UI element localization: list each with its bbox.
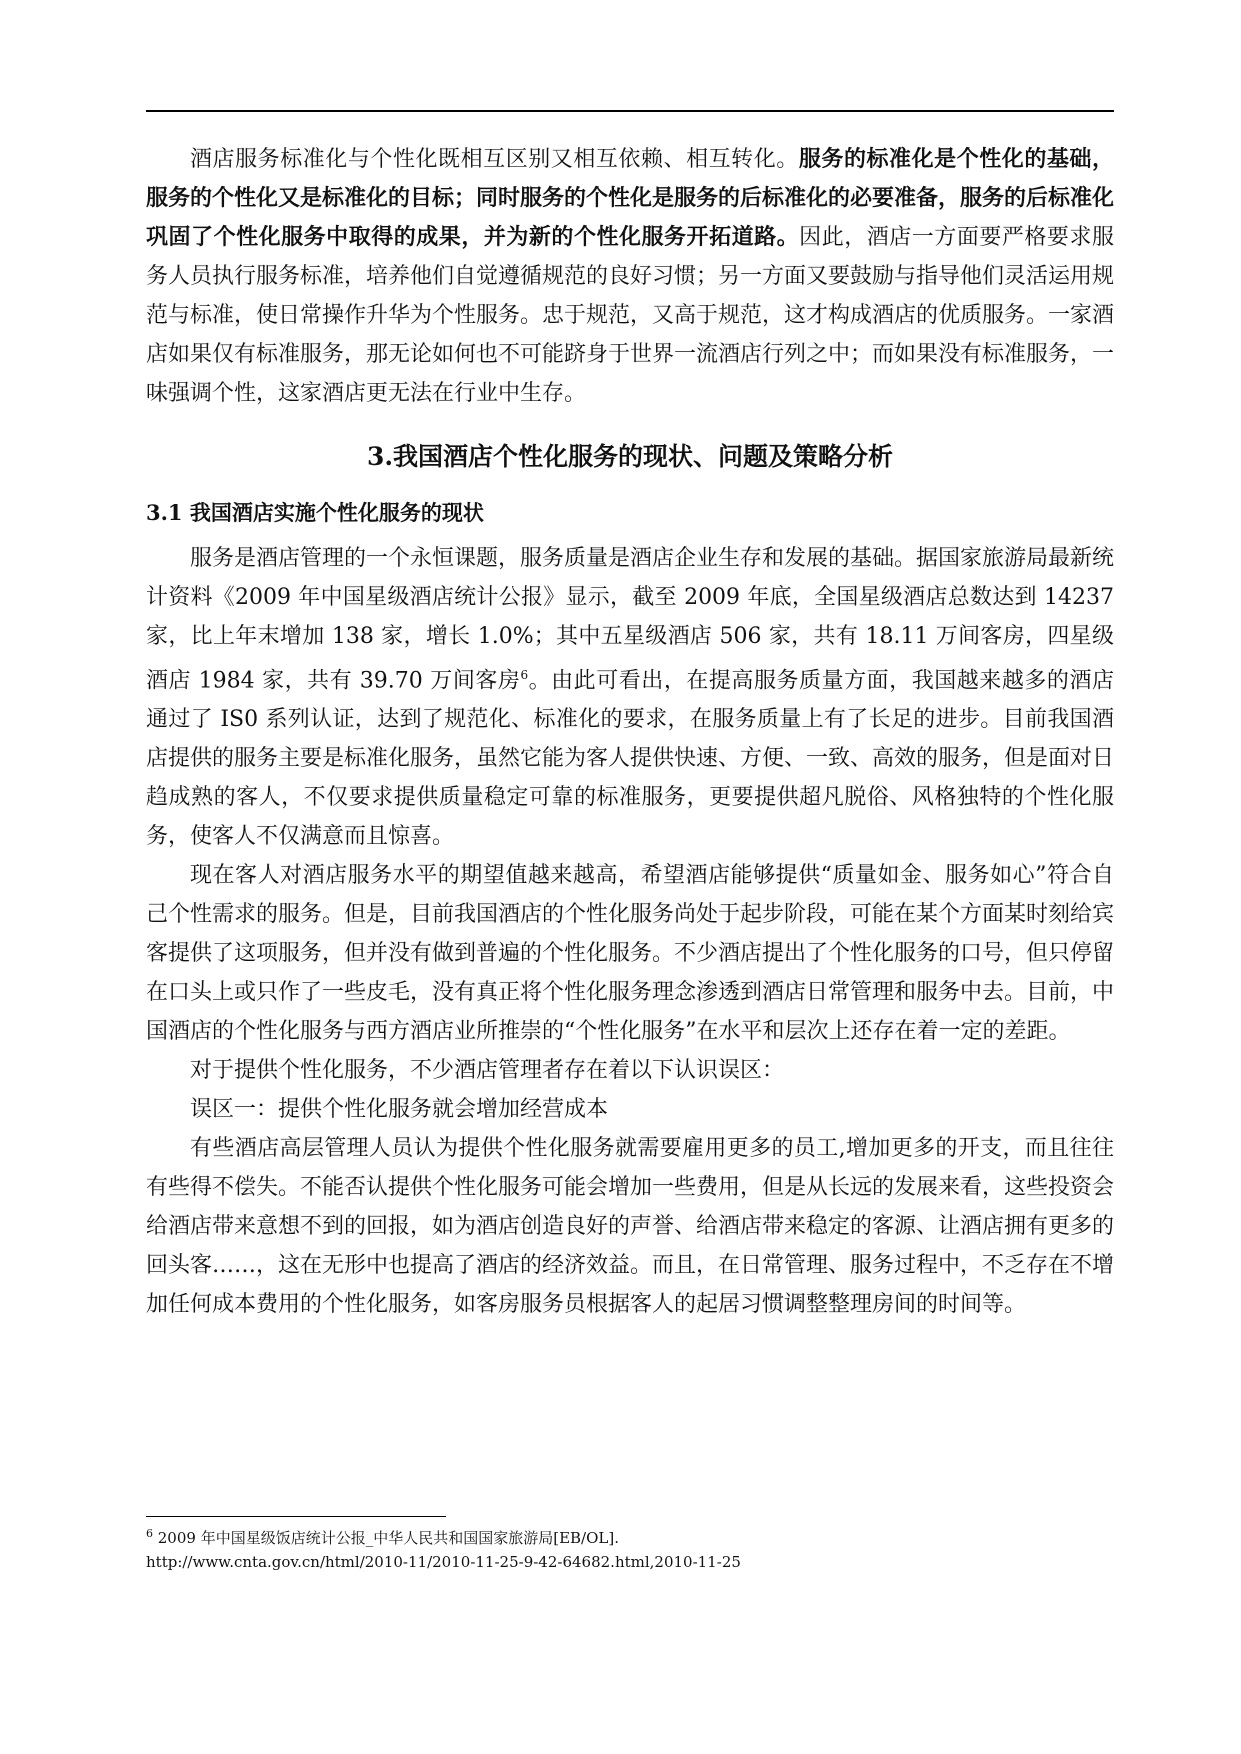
paragraph-1-rest: 因此，酒店一方面要严格要求服务人员执行服务标准，培养他们自觉遵循规范的良好习惯；另一方面又要鼓励与指导他们灵活运用规范与标准，使日常操作升华为个性服务。忠于规范，又高于规范，这才构成酒店的优质服务。一家酒店如果仅有标准服务，那无论如何也不可能跻身于世界一流酒店行列之中；而如果没有标准服务，一味强调个性，这家酒店更无法在行业中生存。 [146,225,1115,406]
subsection-heading: 3.1 我国酒店实施个性化服务的现状 [146,500,484,525]
paragraph-5: 误区一：提供个性化服务就会增加经营成本 [190,1097,609,1123]
paragraph-2-before-ref: 服务是酒店管理的一个永恒课题，服务质量是酒店企业生存和发展的基础。据国家旅游局最新统计资料《2009 年中国星级酒店统计公报》显示，截至 2009 年底，全国星级酒店总数达到 14237 家，比上年末增加 138 家，增长 1.0%；其中五星级酒店 506 家，共有 18.11 万间客房，四星级酒店 1984 家，共有 39.70 万间客房 [146,546,1115,694]
footnote-mark: 6 [146,1527,153,1540]
footnote-rule [146,1516,446,1517]
footnote [146,1522,1114,1574]
footnote-reference[interactable]: 6 [520,668,529,682]
paragraph-1 [146,140,1114,413]
paragraph-2 [146,539,1114,856]
paragraph-4: 对于提供个性化服务，不少酒店管理者存在着以下认识误区： [190,1058,785,1084]
header-rule [146,110,1114,112]
footnote-url[interactable]: http://www.cnta.gov.cn/html/2010-11/2010-11-25-9-42-64682.html,2010-11-25 [146,1553,741,1571]
footnote-citation: 2009 年中国星级饭店统计公报_中华人民共和国国家旅游局[EB/OL]. [153,1529,619,1547]
footnote-line-1 [146,1522,1114,1550]
paragraph-6: 有些酒店高层管理人员认为提供个性化服务就需要雇用更多的员工,增加更多的开支，而且往往有些得不偿失。不能否认提供个性化服务可能会增加一些费用，但是从长远的发展来看，这些投资会给酒店带来意想不到的回报，如为酒店创造良好的声誉、给酒店带来稳定的客源、让酒店拥有更多的回头客……，这在无形中也提高了酒店的经济效益。而且，在日常管理、服务过程中，不乏存在不增加任何成本费用的个性化服务，如客房服务员根据客人的起居习惯调整整理房间的时间等。 [146,1136,1115,1318]
paragraph-3: 现在客人对酒店服务水平的期望值越来越高，希望酒店能够提供“质量如金、服务如心”符合自己个性需求的服务。但是，目前我国酒店的个性化服务尚处于起步阶段，可能在某个方面某时刻给宾客提供了这项服务，但并没有做到普遍的个性化服务。不少酒店提出了个性化服务的口号，但只停留在口头上或只作了一些皮毛，没有真正将个性化服务理念渗透到酒店日常管理和服务中去。目前，中国酒店的个性化服务与西方酒店业所推崇的“个性化服务”在水平和层次上还存在着一定的差距。 [146,863,1115,1045]
page-body [146,140,1114,1324]
section-heading: 3.我国酒店个性化服务的现状、问题及策略分析 [366,442,894,471]
paragraph-2-after-ref: 。由此可看出，在提高服务质量方面，我国越来越多的酒店通过了 IS0 系列认证，达到了规范化、标准化的要求，在服务质量上有了长足的进步。目前我国酒店提供的服务主要是标准化服务，虽然它能为客人提供快速、方便、一致、高效的服务，但是面对日趋成熟的客人，不仅要求提供质量稳定可靠的标准服务，更要提供超凡脱俗、风格独特的个性化服务，使客人不仅满意而且惊喜。 [146,668,1115,850]
paragraph-1-lead: 酒店服务标准化与个性化既相互区别又相互依赖、相互转化。 [190,147,799,172]
paragraph-1-bold: 服务的标准化是个性化的基础，服务的个性化又是标准化的目标；同时服务的个性化是服务的后标准化的必要准备，服务的后标准化巩固了个性化服务中取得的成果，并为新的个性化服务开拓道路。 [146,146,1115,250]
